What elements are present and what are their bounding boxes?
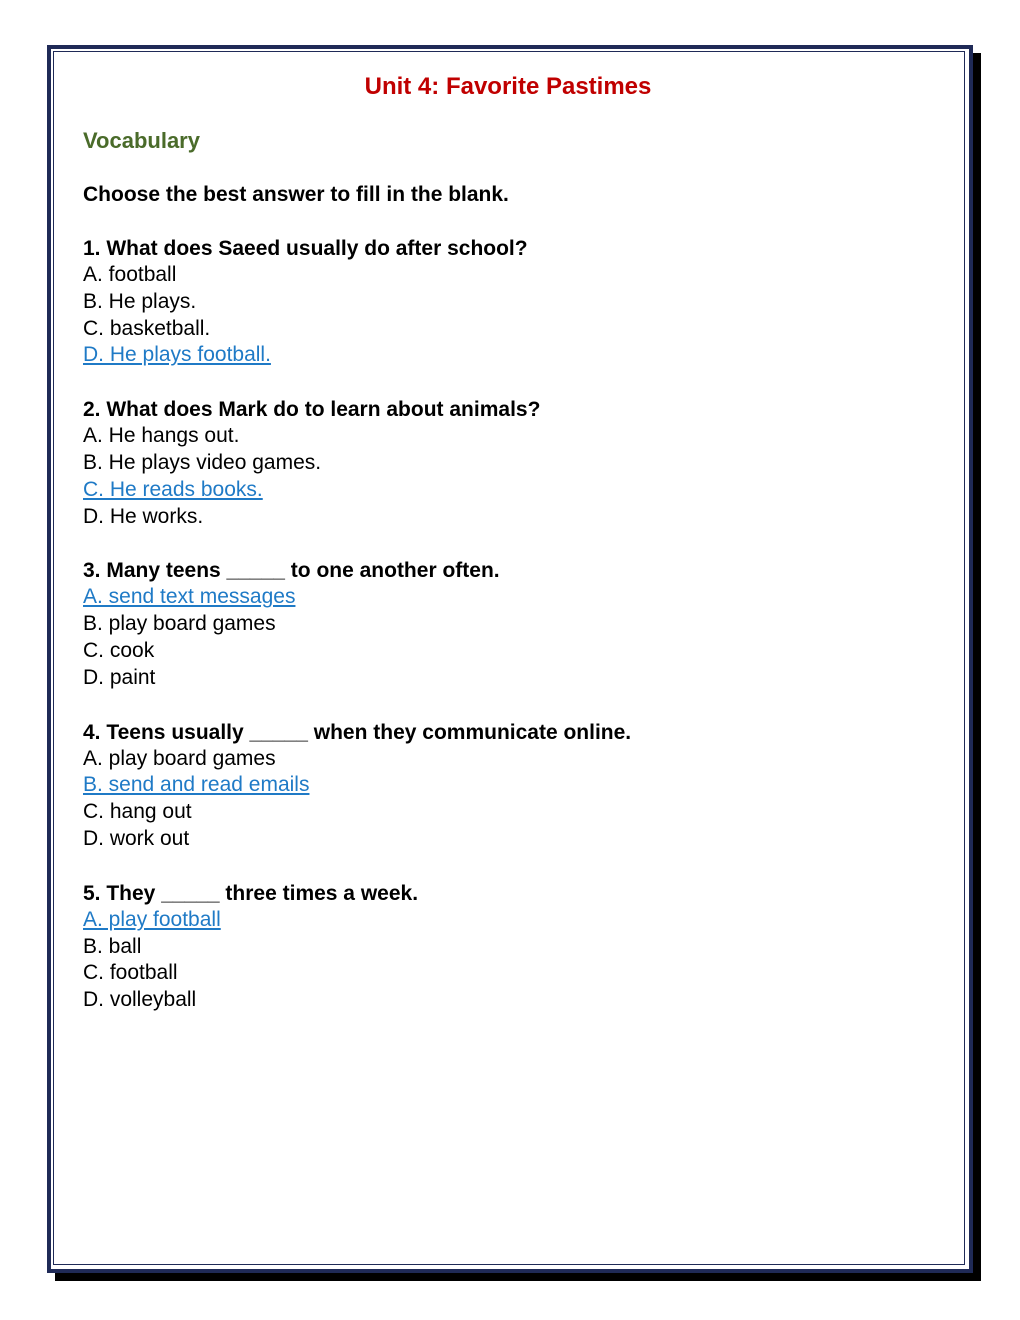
- correct-answer-option: A. play football: [83, 907, 221, 931]
- answer-option: C. hang out: [83, 800, 192, 824]
- correct-answer-option: C. He reads books.: [83, 477, 263, 501]
- correct-answer-option: A. send text messages: [83, 585, 296, 609]
- question-text: 2. What does Mark do to learn about animals?: [83, 398, 541, 422]
- correct-answer-option: D. He plays football.: [83, 343, 271, 367]
- correct-answer-option: B. send and read emails: [83, 773, 310, 797]
- answer-option: A. play board games: [83, 746, 276, 770]
- question-text: 4. Teens usually _____ when they communicate online.: [83, 720, 632, 744]
- question-2: [83, 396, 953, 530]
- question-text: 1. What does Saeed usually do after school?: [83, 237, 528, 260]
- answer-option: D. He works.: [83, 504, 204, 528]
- question-1: [83, 235, 953, 369]
- question-text: 5. They _____ three times a week.: [83, 881, 419, 905]
- answer-option: C. basketball.: [83, 316, 211, 340]
- instructions: Choose the best answer to fill in the blank.: [83, 183, 509, 206]
- question-3: [83, 557, 953, 691]
- question-4: [83, 719, 953, 853]
- worksheet-content: [83, 70, 953, 1014]
- answer-option: B. ball: [83, 934, 142, 958]
- question-5: [83, 880, 953, 1014]
- answer-option: D. volleyball: [83, 988, 197, 1012]
- section-heading: Vocabulary: [83, 128, 200, 153]
- answer-option: D. paint: [83, 665, 156, 689]
- page-title: Unit 4: Favorite Pastimes: [364, 73, 652, 100]
- answer-option: C. football: [83, 961, 178, 985]
- answer-option: B. play board games: [83, 612, 276, 636]
- answer-option: B. He plays video games.: [83, 450, 322, 474]
- answer-option: B. He plays.: [83, 289, 197, 313]
- answer-option: A. He hangs out.: [83, 424, 240, 448]
- answer-option: C. cook: [83, 638, 155, 662]
- question-text: 3. Many teens _____ to one another often.: [83, 559, 500, 583]
- answer-option: D. work out: [83, 826, 190, 850]
- answer-option: A. football: [83, 263, 177, 286]
